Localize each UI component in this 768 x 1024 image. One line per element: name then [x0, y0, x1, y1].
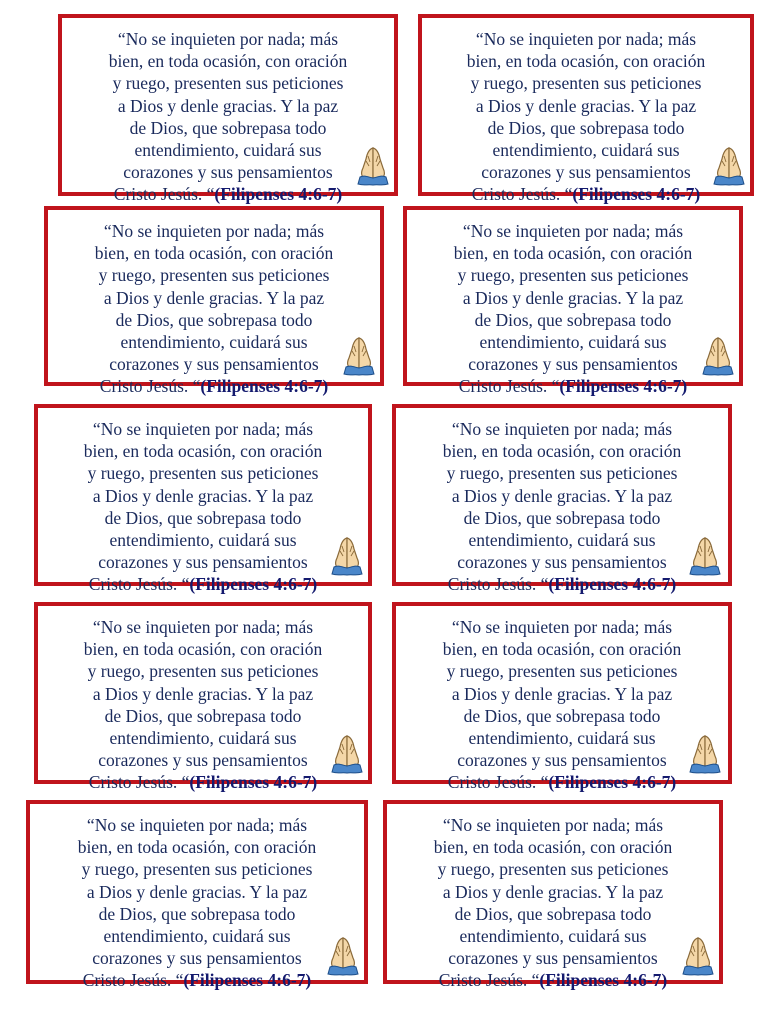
verse-last-line	[62, 183, 394, 205]
verse-closing: Cristo Jesús. “	[447, 772, 549, 793]
verse-closing: Cristo Jesús. “	[458, 376, 560, 397]
verse-reference: (Filipenses 4:6-7)	[189, 772, 318, 793]
verse-line: de Dios, que sobrepasa todo	[487, 117, 685, 138]
verse-reference: (Filipenses 4:6-7)	[548, 574, 677, 595]
verse-line: “No se inquieten por nada; más	[103, 221, 325, 241]
verse-line: corazones y sus pensamientos	[123, 162, 333, 183]
verse-line: de Dios, que sobrepasa todo	[129, 117, 327, 138]
verse-line: y ruego, presenten sus peticiones	[98, 265, 330, 286]
verse-text	[48, 220, 380, 398]
verse-last-line	[30, 969, 364, 991]
verse-line: corazones y sus pensamientos	[448, 948, 658, 969]
verse-line: “No se inquieten por nada; más	[92, 617, 314, 637]
verse-line: a Dios y denle gracias. Y la paz	[451, 485, 673, 506]
verse-line: entendimiento, cuidará sus	[468, 728, 656, 749]
verse-closing: Cristo Jesús. “	[82, 970, 184, 991]
verse-line: a Dios y denle gracias. Y la paz	[86, 881, 308, 902]
verse-text	[396, 418, 728, 596]
verse-line: entendimiento, cuidará sus	[109, 530, 297, 551]
verse-line: corazones y sus pensamientos	[109, 354, 319, 375]
verse-card	[34, 602, 372, 793]
verse-line: y ruego, presenten sus peticiones	[457, 265, 689, 286]
verse-text	[422, 28, 750, 206]
verse-reference: (Filipenses 4:6-7)	[559, 376, 688, 397]
verse-card	[392, 602, 732, 793]
verse-last-line	[48, 375, 380, 397]
verse-line: de Dios, que sobrepasa todo	[474, 309, 672, 330]
verse-line: y ruego, presenten sus peticiones	[446, 661, 678, 682]
verse-closing: Cristo Jesús. “	[88, 772, 190, 793]
verse-line: corazones y sus pensamientos	[457, 750, 667, 771]
verse-text	[38, 616, 368, 794]
verse-line: y ruego, presenten sus peticiones	[87, 463, 319, 484]
verse-line: bien, en toda ocasión, con oración	[83, 441, 323, 462]
verse-line: “No se inquieten por nada; más	[117, 29, 339, 49]
verse-line: de Dios, que sobrepasa todo	[98, 903, 296, 924]
verse-card	[44, 206, 384, 397]
praying-hands-icon	[699, 334, 737, 378]
verse-line: entendimiento, cuidará sus	[459, 926, 647, 947]
verse-text	[38, 418, 368, 596]
praying-hands-icon	[354, 144, 392, 188]
verse-line: entendimiento, cuidará sus	[492, 140, 680, 161]
verse-line: bien, en toda ocasión, con oración	[442, 639, 682, 660]
verse-closing: Cristo Jesús. “	[99, 376, 201, 397]
verse-line: “No se inquieten por nada; más	[86, 815, 308, 835]
verse-text	[407, 220, 739, 398]
verse-line: entendimiento, cuidará sus	[109, 728, 297, 749]
verse-line: “No se inquieten por nada; más	[451, 617, 673, 637]
verse-reference: (Filipenses 4:6-7)	[200, 376, 329, 397]
verse-reference: (Filipenses 4:6-7)	[548, 772, 677, 793]
verse-line: “No se inquieten por nada; más	[462, 221, 684, 241]
verse-line: a Dios y denle gracias. Y la paz	[92, 683, 314, 704]
verse-last-line	[38, 573, 368, 595]
verse-line: “No se inquieten por nada; más	[442, 815, 664, 835]
verse-last-line	[407, 375, 739, 397]
verse-closing: Cristo Jesús. “	[438, 970, 540, 991]
verse-line: entendimiento, cuidará sus	[468, 530, 656, 551]
verse-card	[392, 404, 732, 595]
verse-line: corazones y sus pensamientos	[92, 948, 302, 969]
verse-card	[58, 14, 398, 205]
verse-line: y ruego, presenten sus peticiones	[81, 859, 313, 880]
verse-reference: (Filipenses 4:6-7)	[572, 184, 701, 205]
verse-last-line	[38, 771, 368, 793]
verse-line: a Dios y denle gracias. Y la paz	[462, 287, 684, 308]
verse-text	[396, 616, 728, 794]
verse-line: de Dios, que sobrepasa todo	[454, 903, 652, 924]
verse-line: corazones y sus pensamientos	[457, 552, 667, 573]
verse-reference: (Filipenses 4:6-7)	[539, 970, 668, 991]
verse-line: “No se inquieten por nada; más	[92, 419, 314, 439]
praying-hands-icon	[328, 534, 366, 578]
verse-card	[383, 800, 723, 991]
verse-reference: (Filipenses 4:6-7)	[183, 970, 312, 991]
verse-closing: Cristo Jesús. “	[113, 184, 215, 205]
verse-line: de Dios, que sobrepasa todo	[463, 507, 661, 528]
verse-last-line	[422, 183, 750, 205]
verse-card	[418, 14, 754, 205]
verse-line: de Dios, que sobrepasa todo	[104, 705, 302, 726]
verse-line: “No se inquieten por nada; más	[451, 419, 673, 439]
praying-hands-icon	[340, 334, 378, 378]
verse-line: de Dios, que sobrepasa todo	[463, 705, 661, 726]
verse-last-line	[396, 573, 728, 595]
verse-line: bien, en toda ocasión, con oración	[94, 243, 334, 264]
verse-line: a Dios y denle gracias. Y la paz	[103, 287, 325, 308]
verse-line: a Dios y denle gracias. Y la paz	[451, 683, 673, 704]
praying-hands-icon	[328, 732, 366, 776]
verse-reference: (Filipenses 4:6-7)	[214, 184, 343, 205]
verse-card	[34, 404, 372, 595]
verse-line: entendimiento, cuidará sus	[479, 332, 667, 353]
verse-closing: Cristo Jesús. “	[447, 574, 549, 595]
verse-line: entendimiento, cuidará sus	[134, 140, 322, 161]
praying-hands-icon	[710, 144, 748, 188]
verse-line: y ruego, presenten sus peticiones	[87, 661, 319, 682]
praying-hands-icon	[686, 534, 724, 578]
verse-line: y ruego, presenten sus peticiones	[470, 73, 702, 94]
verse-line: entendimiento, cuidará sus	[103, 926, 291, 947]
verse-line: y ruego, presenten sus peticiones	[446, 463, 678, 484]
verse-line: corazones y sus pensamientos	[481, 162, 691, 183]
verse-line: corazones y sus pensamientos	[98, 750, 308, 771]
verse-line: bien, en toda ocasión, con oración	[108, 51, 348, 72]
verse-closing: Cristo Jesús. “	[471, 184, 573, 205]
verse-line: bien, en toda ocasión, con oración	[442, 441, 682, 462]
verse-line: corazones y sus pensamientos	[98, 552, 308, 573]
verse-last-line	[396, 771, 728, 793]
praying-hands-icon	[686, 732, 724, 776]
verse-line: y ruego, presenten sus peticiones	[112, 73, 344, 94]
verse-line: bien, en toda ocasión, con oración	[77, 837, 317, 858]
verse-line: y ruego, presenten sus peticiones	[437, 859, 669, 880]
verse-line: “No se inquieten por nada; más	[475, 29, 697, 49]
verse-text	[387, 814, 719, 992]
verse-line: entendimiento, cuidará sus	[120, 332, 308, 353]
verse-line: bien, en toda ocasión, con oración	[83, 639, 323, 660]
verse-text	[62, 28, 394, 206]
verse-line: a Dios y denle gracias. Y la paz	[117, 95, 339, 116]
verse-line: a Dios y denle gracias. Y la paz	[92, 485, 314, 506]
verse-line: bien, en toda ocasión, con oración	[433, 837, 673, 858]
verse-closing: Cristo Jesús. “	[88, 574, 190, 595]
verse-line: bien, en toda ocasión, con oración	[453, 243, 693, 264]
verse-text	[30, 814, 364, 992]
verse-line: corazones y sus pensamientos	[468, 354, 678, 375]
verse-reference: (Filipenses 4:6-7)	[189, 574, 318, 595]
verse-card	[26, 800, 368, 991]
verse-line: a Dios y denle gracias. Y la paz	[442, 881, 664, 902]
verse-last-line	[387, 969, 719, 991]
verse-card	[403, 206, 743, 397]
verse-line: a Dios y denle gracias. Y la paz	[475, 95, 697, 116]
verse-line: de Dios, que sobrepasa todo	[115, 309, 313, 330]
verse-line: bien, en toda ocasión, con oración	[466, 51, 706, 72]
verse-line: de Dios, que sobrepasa todo	[104, 507, 302, 528]
